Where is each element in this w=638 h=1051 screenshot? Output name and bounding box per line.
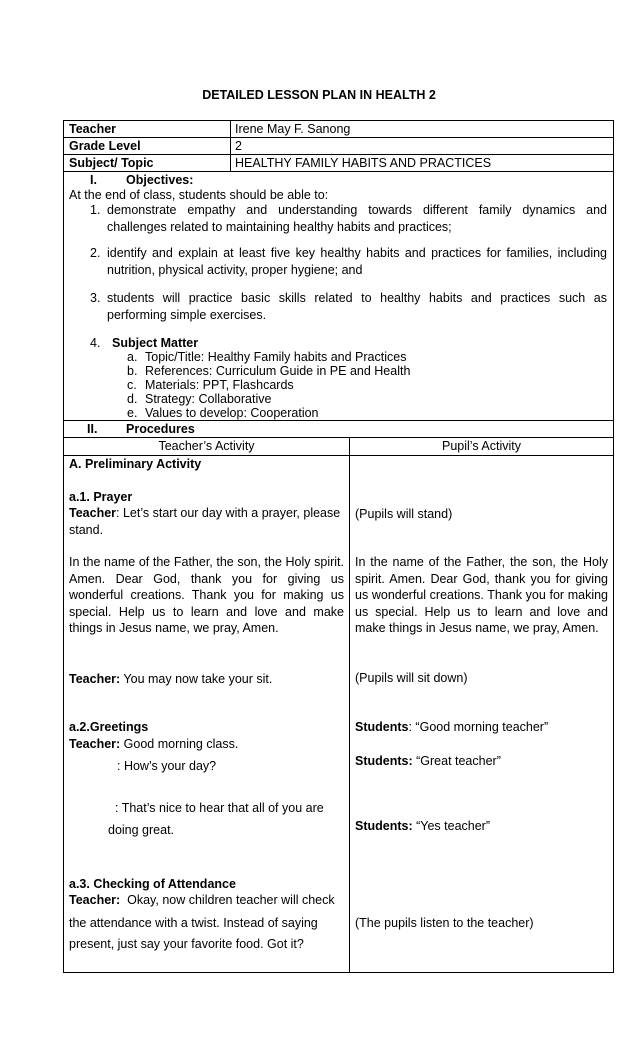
prayer-teacher-instruction xyxy=(69,505,344,538)
attendance-line-1-text: Okay, now children teacher will check xyxy=(120,893,335,907)
greetings-student-1-text: : “Good morning teacher” xyxy=(408,720,549,734)
objectives-heading: Objectives: xyxy=(126,173,194,187)
subject-matter-item-a: Topic/Title: Healthy Family habits and Practices xyxy=(145,350,407,364)
column-header-bottom-border xyxy=(64,455,613,456)
grade-value: 2 xyxy=(235,139,242,153)
greetings-question-1: : How’s your day? xyxy=(117,759,217,773)
greetings-teacher-line xyxy=(69,736,344,753)
attendance-pupil-response: (The pupils listen to the teacher) xyxy=(355,916,534,930)
grade-row xyxy=(64,138,613,155)
grade-label: Grade Level xyxy=(69,139,141,153)
procedures-numeral: II. xyxy=(87,422,98,436)
subject-matter-item-e: Values to develop: Cooperation xyxy=(145,406,319,420)
subject-matter-heading: Subject Matter xyxy=(112,336,199,350)
subject-matter-letter-a: a. xyxy=(127,350,138,364)
subject-matter-num: 4. xyxy=(90,336,101,350)
objective-1-text: demonstrate empathy and understanding towards different family dynamics and challenges related to maintaining healthy habits and practices; xyxy=(107,203,607,234)
greetings-question-2-line2: doing great. xyxy=(108,823,175,837)
lesson-plan-table xyxy=(63,120,614,973)
objectives-intro: At the end of class, students should be able to: xyxy=(69,188,329,202)
objective-1-num: 1. xyxy=(90,203,101,217)
pupil-activity-header: Pupil’s Activity xyxy=(442,439,521,453)
attendance-line-1 xyxy=(69,893,335,907)
greetings-student-1 xyxy=(355,720,548,734)
attendance-line-3: present, just say your favorite food. Got it? xyxy=(69,937,304,951)
subject-matter-letter-e: e. xyxy=(127,406,138,420)
sit-pupil-response: (Pupils will sit down) xyxy=(355,671,468,685)
greetings-student-3 xyxy=(355,819,490,833)
sit-teacher-text: You may now take your sit. xyxy=(120,672,273,686)
procedures-top-border xyxy=(64,420,613,421)
preliminary-activity-heading: A. Preliminary Activity xyxy=(69,457,202,471)
procedures-heading: Procedures xyxy=(126,422,195,436)
subject-matter-letter-d: d. xyxy=(127,392,138,406)
subject-matter-letter-c: c. xyxy=(127,378,137,392)
prayer-heading: a.1. Prayer xyxy=(69,490,133,504)
teacher-row xyxy=(64,121,613,138)
activity-column-divider xyxy=(349,437,350,973)
objective-3-text: students will practice basic skills related to healthy habits and practices such as performing simple exercises. xyxy=(107,291,607,322)
teacher-label: Teacher xyxy=(69,122,117,136)
subject-matter-letter-b: b. xyxy=(127,364,138,378)
objective-3-num: 3. xyxy=(90,291,101,305)
greetings-student-3-text: “Yes teacher” xyxy=(412,819,490,833)
document-title: DETAILED LESSON PLAN IN HEALTH 2 xyxy=(202,88,436,102)
prayer-pupil-response: (Pupils will stand) xyxy=(355,507,453,521)
prayer-teacher-text: : Let’s start our day with a prayer, please stand. xyxy=(69,506,341,537)
prayer-pupil-text-block: In the name of the Father, the son, the Holy spirit. Amen. Dear God, thank you for giving us wonderful creations. Thank you for making us special. Help us to learn and love and make things in Jesus name, we pray, Amen. xyxy=(355,555,608,635)
teacher-value: Irene May F. Sanong xyxy=(235,122,351,136)
attendance-line-2: the attendance with a twist. Instead of saying xyxy=(69,916,318,930)
greetings-student-2-text: “Great teacher” xyxy=(412,754,501,768)
subject-value: HEALTHY FAMILY HABITS AND PRACTICES xyxy=(235,156,492,170)
greetings-heading: a.2.Greetings xyxy=(69,720,149,734)
greetings-teacher-label: Teacher: xyxy=(69,737,121,751)
subject-row xyxy=(64,155,613,172)
greetings-student-2-label: Students: xyxy=(355,754,413,768)
prayer-teacher-text-block: In the name of the Father, the son, the Holy spirit. Amen. Dear God, thank you for giving us wonderful creations. Thank you for making us special. Help us to learn and love and make things in Jesus name, we pray, Amen. xyxy=(69,555,344,635)
subject-matter-item-c: Materials: PPT, Flashcards xyxy=(145,378,294,392)
greetings-question-2-line1: : That’s nice to hear that all of you are xyxy=(115,801,324,815)
objective-2-text: identify and explain at least five key healthy habits and practices for families, including nutrition, physical activity, proper hygiene; and xyxy=(107,246,607,277)
subject-label: Subject/ Topic xyxy=(69,156,154,170)
attendance-teacher-label: Teacher: xyxy=(69,893,121,907)
greetings-student-3-label: Students: xyxy=(355,819,413,833)
sit-teacher-instruction xyxy=(69,671,344,688)
greetings-student-2 xyxy=(355,754,501,768)
objectives-numeral: I. xyxy=(90,173,97,187)
greetings-teacher-text: Good morning class. xyxy=(120,737,239,751)
teacher-activity-header: Teacher’s Activity xyxy=(158,439,255,453)
greetings-student-1-label: Students xyxy=(355,720,409,734)
column-header-top-border xyxy=(64,437,613,438)
info-column-divider xyxy=(230,121,231,172)
sit-teacher-label: Teacher: xyxy=(69,672,121,686)
objective-2-num: 2. xyxy=(90,246,101,260)
subject-matter-item-b: References: Curriculum Guide in PE and Health xyxy=(145,364,411,378)
attendance-heading: a.3. Checking of Attendance xyxy=(69,877,236,891)
prayer-teacher-label: Teacher xyxy=(69,506,117,520)
subject-matter-item-d: Strategy: Collaborative xyxy=(145,392,272,406)
